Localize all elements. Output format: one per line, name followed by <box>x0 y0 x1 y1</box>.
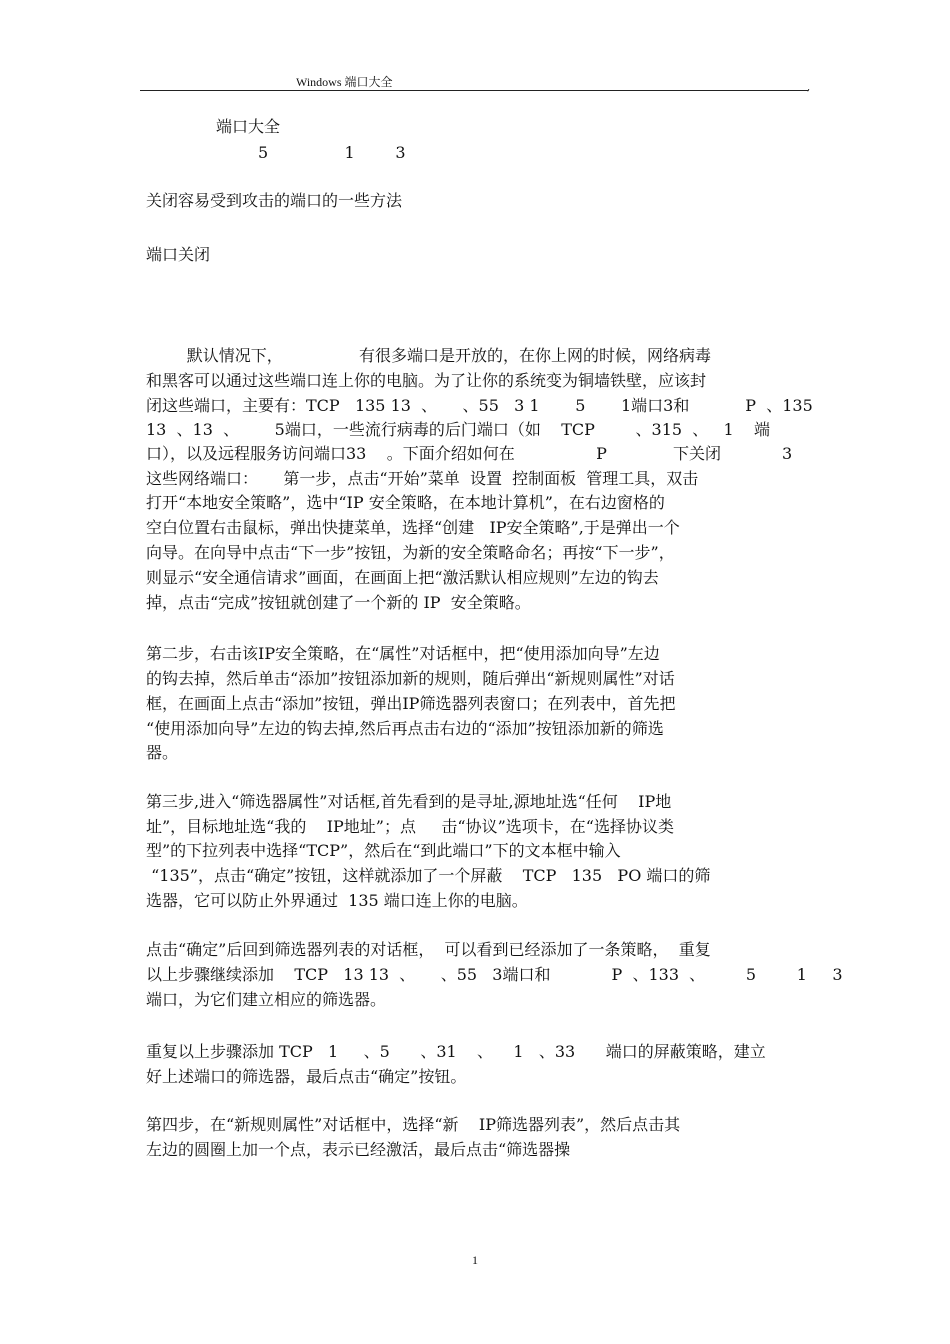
doc-title: 端口大全 <box>216 117 281 136</box>
paragraph-line: 以上步骤继续添加 TCP 13 13 、 、55 3端口和 P 、133 、 5 1 3 <box>146 965 843 984</box>
paragraph-line: 重复以上步骤添加 TCP 1 、5 、31 、 1 、33 端口的屏蔽策略，建立 <box>146 1042 766 1061</box>
paragraph-line: 空白位置右击鼠标，弹出快捷菜单，选择“创建 IP安全策略”,于是弹出一个 <box>146 518 680 537</box>
header-rule <box>140 90 808 91</box>
paragraph-line: 口），以及远程服务访问端口33 。下面介绍如何在 P 下关闭 3 <box>146 444 793 463</box>
paragraph-line: 型”的下拉列表中选择“TCP”，然后在“到此端口”下的文本框中输入 <box>146 841 621 860</box>
paragraph-line: 向导。在向导中点击“下一步”按钮，为新的安全策略命名；再按“下一步”， <box>146 543 675 562</box>
paragraph-line: “使用添加向导”左边的钩去掉,然后再点击右边的“添加”按钮添加新的筛选 <box>146 719 664 738</box>
paragraph-line: 好上述端口的筛选器，最后点击“确定”按钮。 <box>146 1067 467 1086</box>
paragraph-line: 第三步,进入“筛选器属性”对话框,首先看到的是寻址,源地址选“任何 IP地 <box>146 792 672 811</box>
header-mark: , <box>807 82 811 93</box>
paragraph-line: 掉，点击“完成”按钮就创建了一个新的 IP 安全策略。 <box>146 593 531 612</box>
section-subheading: 端口关闭 <box>146 245 211 264</box>
paragraph-line: 址”，目标地址选“我的 IP地址”；点 击“协议”选项卡，在“选择协议类 <box>146 817 674 836</box>
doc-title-numbers: 5 1 3 <box>258 143 406 162</box>
paragraph-line: 打开“本地安全策略”，选中“IP 安全策略，在本地计算机”，在右边窗格的 <box>146 493 665 512</box>
paragraph-line: 端口，为它们建立相应的筛选器。 <box>146 990 387 1009</box>
paragraph-line: 闭这些端口，主要有：TCP 135 13 、 、55 3 1 5 1端口3和 P 、135 <box>146 396 813 415</box>
paragraph-line: 默认情况下， 有很多端口是开放的，在你上网的时候，网络病毒 <box>146 346 711 365</box>
paragraph-line: 的钩去掉，然后单击“添加”按钮添加新的规则，随后弹出“新规则属性”对话 <box>146 669 675 688</box>
paragraph-line: 左边的圆圈上加一个点，表示已经激活，最后点击“筛选器操 <box>146 1140 571 1159</box>
paragraph-line: “135”，点击“确定”按钮，这样就添加了一个屏蔽 TCP 135 PO 端口的筛 <box>146 866 711 885</box>
paragraph-line: 选器，它可以防止外界通过 135 端口连上你的电脑。 <box>146 891 528 910</box>
paragraph-line: 框，在画面上点击“添加”按钮，弹出IP筛选器列表窗口；在列表中，首先把 <box>146 694 676 713</box>
paragraph-line: 第四步，在“新规则属性”对话框中，选择“新 IP筛选器列表”，然后点击其 <box>146 1115 681 1134</box>
paragraph-line: 13 、13 、 5端口，一些流行病毒的后门端口（如 TCP 、315 、 1 端 <box>146 420 771 439</box>
paragraph-line: 则显示“安全通信请求”画面，在画面上把“激活默认相应规则”左边的钩去 <box>146 568 659 587</box>
paragraph-line: 第二步，右击该IP安全策略，在“属性”对话框中，把“使用添加向导”左边 <box>146 644 660 663</box>
paragraph-line: 这些网络端口： 第一步，点击“开始”菜单 设置 控制面板 管理工具，双击 <box>146 469 699 488</box>
page-number: 1 <box>472 1253 478 1267</box>
paragraph-line: 点击“确定”后回到筛选器列表的对话框， 可以看到已经添加了一条策略， 重复 <box>146 940 711 959</box>
paragraph-line: 器。 <box>146 743 179 762</box>
header-title: Windows 端口大全 <box>296 75 393 89</box>
paragraph-line: 和黑客可以通过这些端口连上你的电脑。为了让你的系统变为铜墙铁壁，应该封 <box>146 371 707 390</box>
section-heading: 关闭容易受到攻击的端口的一些方法 <box>146 191 403 210</box>
